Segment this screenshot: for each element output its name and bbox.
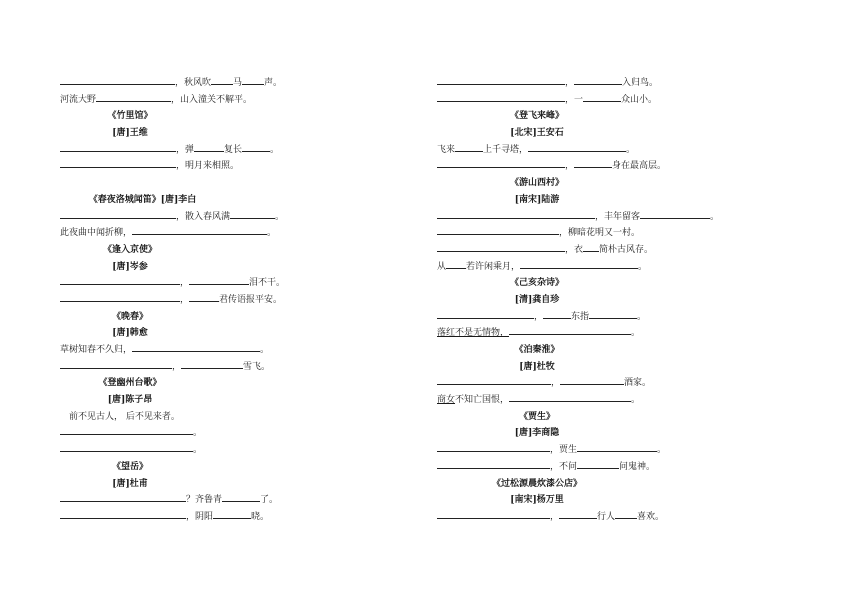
- blank[interactable]: [60, 493, 186, 502]
- blank[interactable]: [577, 460, 619, 469]
- blank[interactable]: [213, 510, 251, 519]
- blank[interactable]: [509, 393, 631, 402]
- blank[interactable]: [455, 143, 483, 152]
- blank[interactable]: [437, 443, 550, 452]
- blank[interactable]: [528, 143, 626, 152]
- verse-line: ， 雪飞。: [60, 359, 360, 376]
- verse-line: ， 酒家。: [437, 375, 737, 392]
- blank[interactable]: [577, 443, 657, 452]
- blank[interactable]: [132, 343, 260, 352]
- blank[interactable]: [189, 293, 219, 302]
- poem-title: 《春夜洛城闻笛》[唐]李白: [88, 194, 197, 205]
- blank[interactable]: [211, 76, 233, 85]
- verse-line: ，秋风吹 马 声。: [60, 75, 360, 92]
- blank[interactable]: [437, 159, 565, 168]
- blank[interactable]: [60, 443, 193, 452]
- verse-line: ，不问 问鬼神。: [437, 459, 737, 476]
- verse-line: 。: [60, 425, 360, 442]
- poem-author: [唐]韩愈: [112, 328, 148, 339]
- blank[interactable]: [520, 260, 638, 269]
- blank[interactable]: [640, 210, 710, 219]
- verse-line: ，散入春风满 。: [60, 209, 360, 226]
- poem-author: [南宋]杨万里: [510, 495, 564, 506]
- poem-title: 《竹里馆》: [107, 111, 153, 122]
- poem-author: [清]龚自珍: [514, 294, 560, 305]
- poem-author: [唐]陈子昂: [107, 395, 153, 406]
- verse-line: ，弹 复长 。: [60, 142, 360, 159]
- blank[interactable]: [60, 143, 176, 152]
- poem-title: 《泊秦淮》: [514, 345, 560, 355]
- poem-title: 《己亥杂诗》: [509, 278, 564, 289]
- verse-line: ，丰年留客 。: [437, 209, 737, 226]
- verse-line: ， 身在最高层。: [437, 158, 737, 175]
- blank[interactable]: [574, 76, 622, 85]
- poem-title: 《过松源晨炊漆公店》: [491, 478, 582, 489]
- left-column: [60, 75, 360, 526]
- blank[interactable]: [583, 243, 599, 252]
- verse-line: 从 若许闲乘月， 。: [437, 261, 648, 272]
- verse-line: 草树知春不久归， 。: [60, 345, 270, 355]
- blank[interactable]: [437, 510, 550, 519]
- poem-title: 《登飞来峰》: [509, 111, 564, 122]
- verse-line: ，一 众山小。: [437, 92, 737, 109]
- verse-line: 商女不知亡国恨， 。: [437, 395, 641, 406]
- blank[interactable]: [242, 76, 264, 85]
- verse-line: ，阴阳 晓。: [60, 509, 360, 526]
- verse-line: ，贾生 。: [437, 442, 737, 459]
- verse-line: 飞来 上千寻塔， 。: [437, 144, 636, 155]
- verse-line: ？齐鲁青 了。: [60, 492, 360, 509]
- blank[interactable]: [446, 260, 466, 269]
- blank[interactable]: [437, 310, 534, 319]
- verse-line: ，明月来相照。: [60, 158, 360, 175]
- right-column: [437, 75, 737, 526]
- blank[interactable]: [60, 360, 172, 369]
- blank[interactable]: [437, 76, 565, 85]
- blank[interactable]: [132, 226, 267, 235]
- blank[interactable]: [60, 293, 180, 302]
- poem-author: [唐]杜甫: [112, 478, 148, 489]
- blank[interactable]: [181, 360, 243, 369]
- blank[interactable]: [60, 510, 186, 519]
- blank[interactable]: [60, 76, 175, 85]
- blank[interactable]: [560, 376, 624, 385]
- blank[interactable]: [437, 210, 595, 219]
- blank[interactable]: [437, 243, 565, 252]
- blank[interactable]: [60, 426, 193, 435]
- verse-line: 前不见古人， 后不见来者。: [69, 411, 180, 422]
- blank[interactable]: [589, 310, 637, 319]
- blank[interactable]: [437, 93, 565, 102]
- blank[interactable]: [437, 226, 559, 235]
- verse-line: ， 君传语报平安。: [60, 292, 360, 309]
- poem-title: 《望岳》: [111, 461, 148, 472]
- blank[interactable]: [96, 93, 171, 102]
- blank[interactable]: [222, 493, 260, 502]
- blank[interactable]: [509, 326, 631, 335]
- blank[interactable]: [60, 276, 180, 285]
- verse-line: ， 东指 。: [437, 309, 737, 326]
- blank[interactable]: [194, 143, 224, 152]
- blank[interactable]: [189, 276, 249, 285]
- poem-title: 《晚春》: [111, 311, 148, 322]
- blank[interactable]: [60, 159, 176, 168]
- poem-author: [唐]杜牧: [519, 361, 555, 372]
- poem-author: [北宋]王安石: [510, 128, 564, 139]
- verse-line: ， 泪不干。: [60, 275, 360, 292]
- blank[interactable]: [437, 376, 551, 385]
- poem-title: 《逢入京使》: [102, 244, 157, 255]
- verse-line: ， 入归鸟。: [437, 75, 737, 92]
- blank[interactable]: [230, 210, 275, 219]
- blank[interactable]: [615, 510, 637, 519]
- poem-title: 《贾生》: [518, 411, 555, 422]
- verse-line: ，衣 简朴古风存。: [437, 242, 737, 259]
- verse-line: 落红不是无情物， 。: [437, 328, 641, 339]
- spacer: [60, 175, 360, 192]
- poem-author: [唐]岑参: [112, 261, 148, 272]
- poem-author: [南宋]陆游: [514, 194, 560, 205]
- blank[interactable]: [437, 460, 550, 469]
- verse-line: 此夜曲中闻折柳， 。: [60, 228, 277, 239]
- blank[interactable]: [574, 159, 612, 168]
- verse-line: 。: [60, 442, 360, 459]
- verse-line: ， 行人 喜欢。: [437, 509, 737, 526]
- blank[interactable]: [559, 510, 597, 519]
- verse-line: 河流大野 ，山入潼关不解平。: [60, 94, 253, 105]
- blank[interactable]: [543, 310, 571, 319]
- poem-title: 《游山西村》: [509, 178, 564, 189]
- poem-author: [唐]李商隐: [514, 428, 560, 439]
- poem-author: [唐]王维: [112, 128, 148, 139]
- blank[interactable]: [242, 143, 270, 152]
- blank[interactable]: [60, 210, 176, 219]
- verse-line: ，柳暗花明又一村。: [437, 225, 737, 242]
- blank[interactable]: [583, 93, 621, 102]
- poem-title: 《登幽州台歌》: [98, 378, 162, 389]
